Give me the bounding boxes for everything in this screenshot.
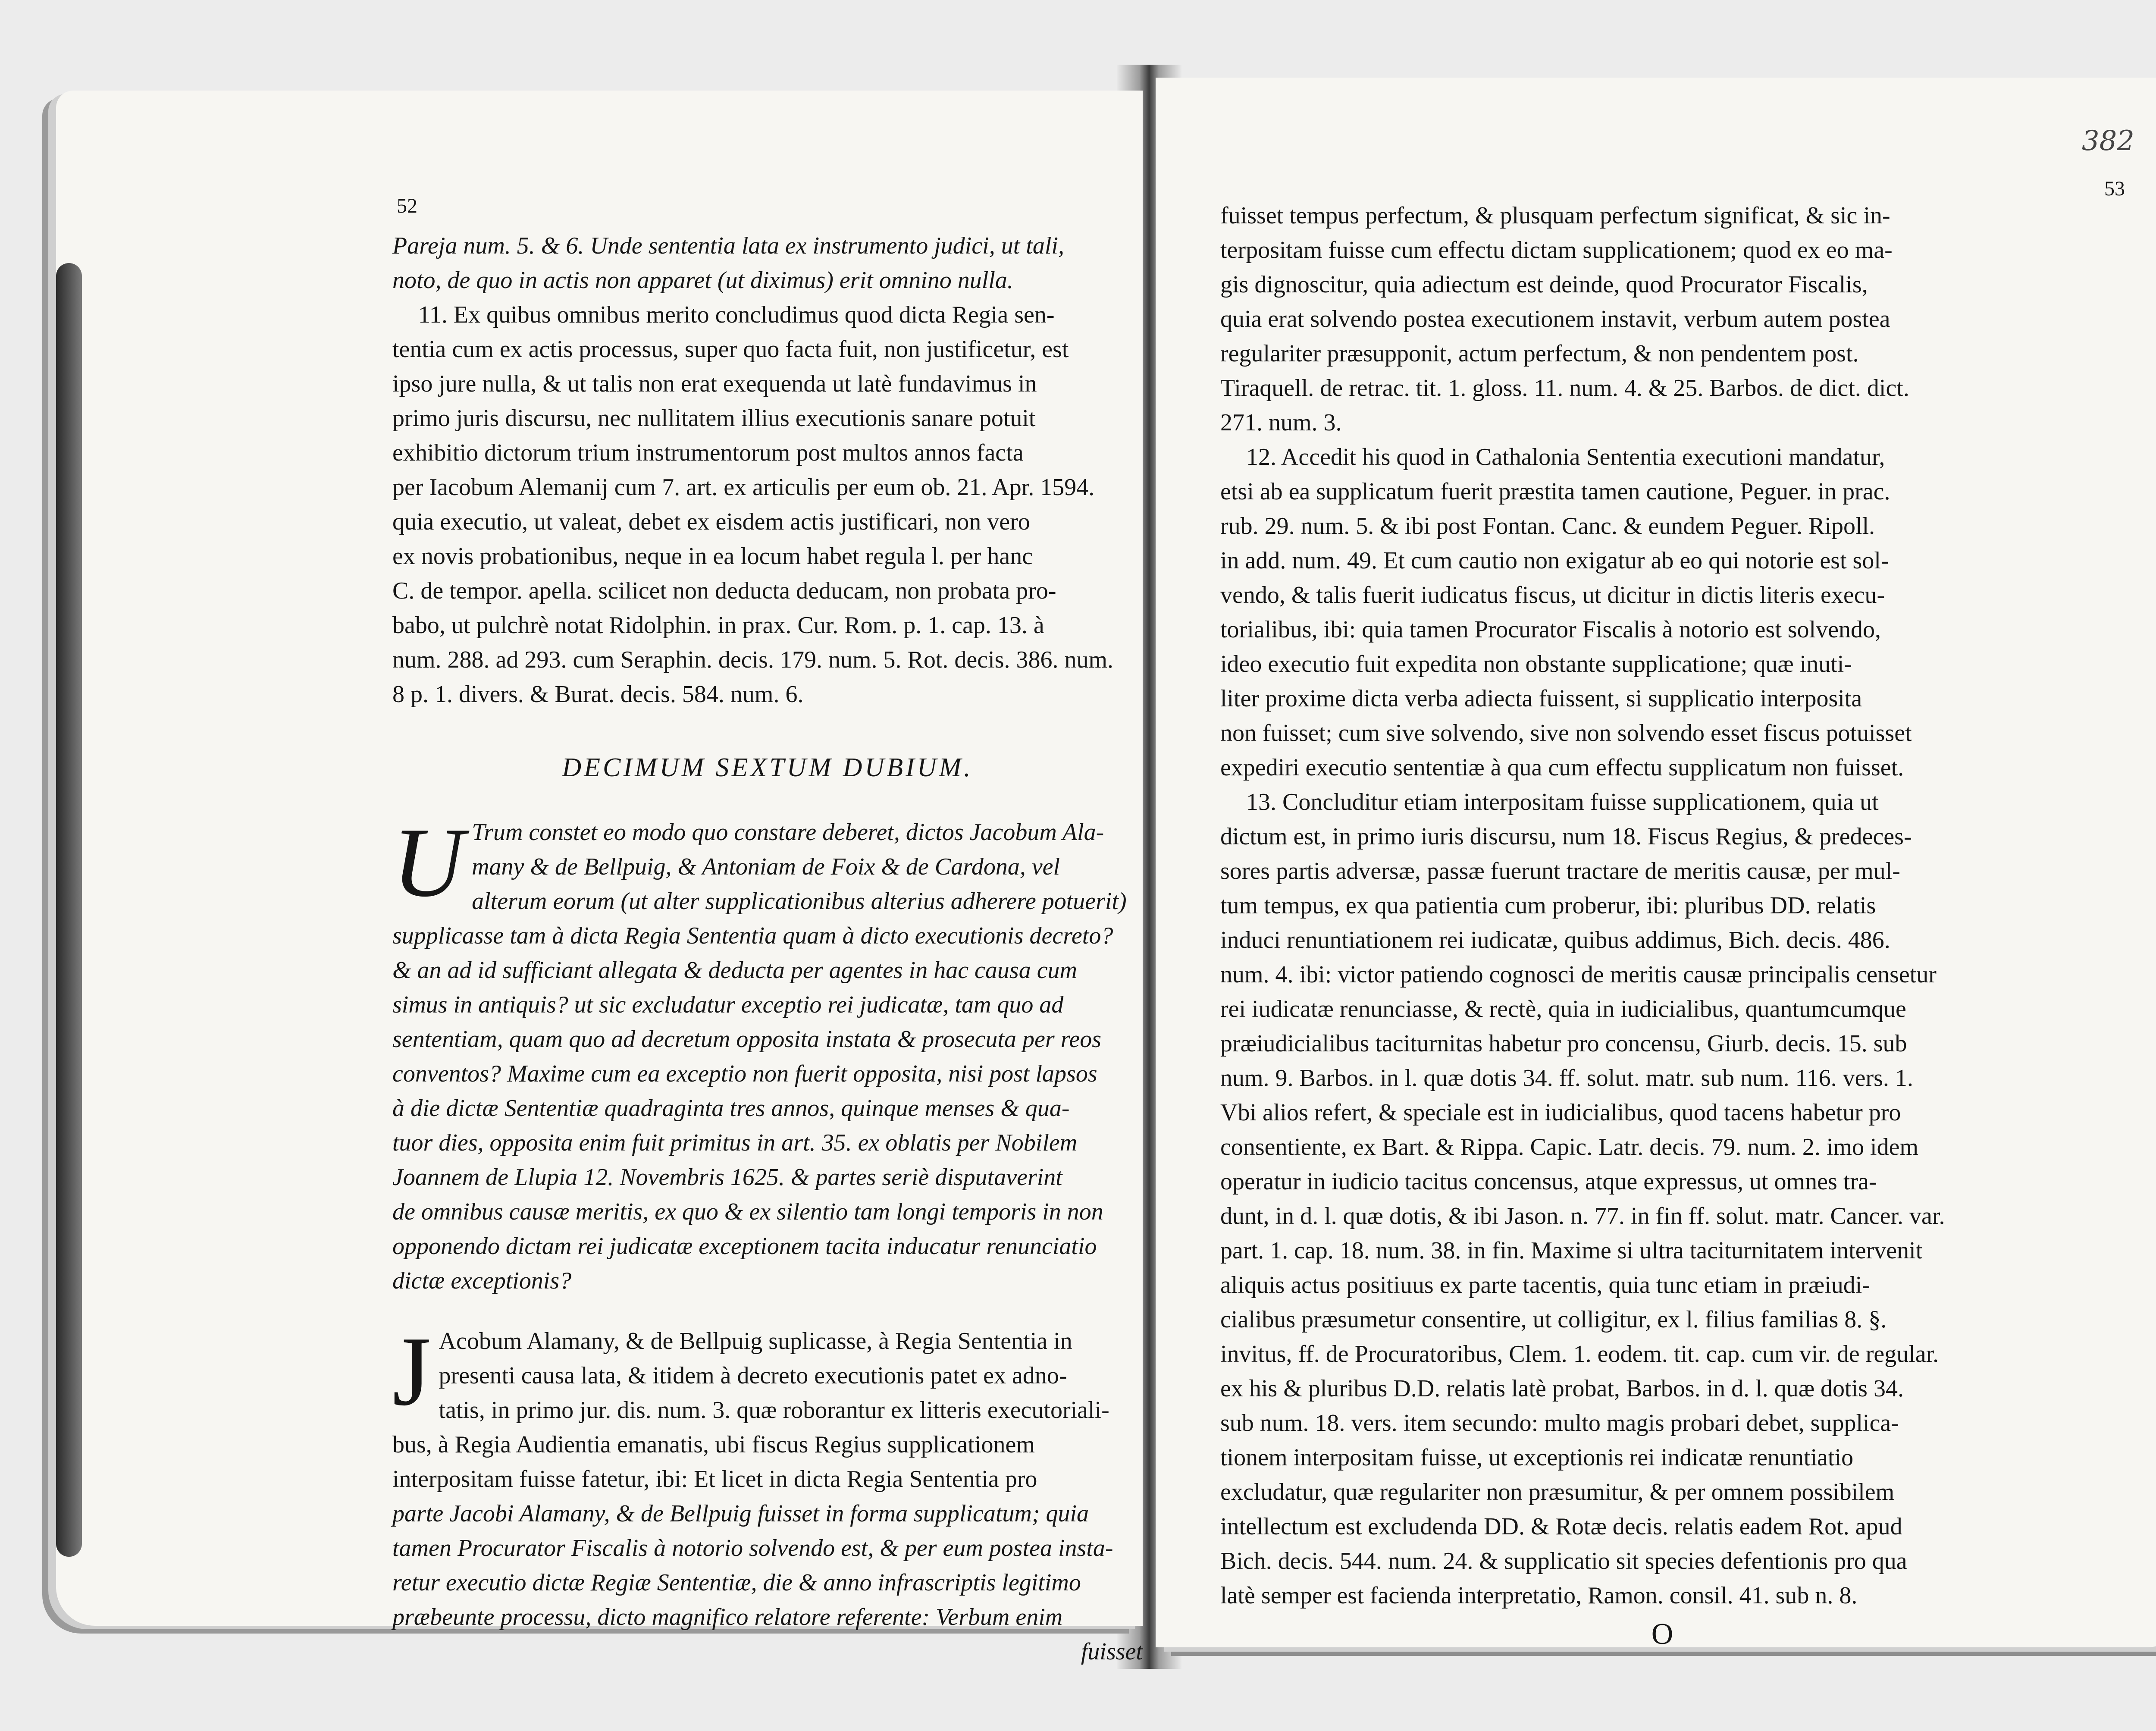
handwritten-folio-number: 382 <box>2081 125 2134 157</box>
text-line: part. 1. cap. 18. num. 38. in fin. Maxime si ultra taciturnitatem intervenit <box>1220 1237 1923 1264</box>
text-line: Tiraquell. de retrac. tit. 1. gloss. 11. num. 4. & 25. Barbos. de dict. dict. <box>1220 375 1909 401</box>
text-line: intellectum est excludenda DD. & Rotæ decis. relatis eadem Rot. apud <box>1220 1513 1902 1540</box>
text-line: tum tempus, ex qua patientia cum proberur, ibi: pluribus DD. relatis <box>1220 892 1876 919</box>
text-line: noto, de quo in actis non apparet (ut diximus) erit omnino nulla. <box>392 267 1013 294</box>
text-line: etsi ab ea supplicatum fuerit præstita tamen cautione, Peguer. in prac. <box>1220 478 1890 505</box>
text-line: præiudicialibus taciturnitas habetur pro concensu, Giurb. decis. 15. sub <box>1220 1030 1907 1057</box>
text-line: tentia cum ex actis processus, super quo facta fuit, non justificetur, est <box>392 336 1069 363</box>
right-page <box>1156 78 2156 1651</box>
text-line: in add. num. 49. Et cum cautio non exigatur ab eo qui notorie est sol- <box>1220 547 1889 574</box>
text-line: num. 9. Barbos. in l. quæ dotis 34. ff. solut. matr. sub num. 116. vers. 1. <box>1220 1065 1913 1091</box>
text-line: expediri executio sententiæ à qua cum effectu supplicatum non fuisset. <box>1220 754 1904 781</box>
text-line: ex his & pluribus D.D. relatis latè probat, Barbos. in d. l. quæ dotis 34. <box>1220 1375 1904 1402</box>
text-line: quia erat solvendo postea executionem instavit, verbum autem postea <box>1220 306 1890 332</box>
text-line: & an ad id sufficiant allegata & deducta per agentes in hac causa cum <box>392 957 1077 984</box>
text-line: bus, à Regia Audientia emanatis, ubi fiscus Regius supplicationem <box>392 1431 1035 1458</box>
text-line: gis dignoscitur, quia adiectum est deinde, quod Procurator Fiscalis, <box>1220 271 1868 298</box>
text-line: rei iudicatæ renunciasse, & rectè, quia in iudicialibus, quantumcumque <box>1220 996 1906 1022</box>
text-line: parte Jacobi Alamany, & de Bellpuig fuisset in forma supplicatum; quia <box>392 1500 1089 1527</box>
drop-cap: J <box>392 1316 431 1426</box>
text-line: 271. num. 3. <box>1220 409 1342 436</box>
text-line: aliquis actus positiuus ex parte tacentis, quia tunc etiam in præiudi- <box>1220 1272 1870 1298</box>
answer-paragraph <box>392 1316 1143 1634</box>
text-line: tamen Procurator Fiscalis à notorio solvendo est, & per eum postea insta- <box>392 1535 1113 1562</box>
text-line: quia executio, ut valeat, debet ex eisdem actis justificari, non vero <box>392 508 1030 535</box>
text-line: opponendo dictam rei judicatæ exceptionem tacita inducatur renunciatio <box>392 1233 1097 1260</box>
text-line: 12. Accedit his quod in Cathalonia Sententia executioni mandatur, <box>1246 444 1885 470</box>
text-line: C. de tempor. apella. scilicet non deducta deducam, non probata pro- <box>392 577 1056 604</box>
text-line: num. 4. ibi: victor patiendo cognosci de meritis causæ principalis censetur <box>1220 961 1937 988</box>
text-line: invitus, ff. de Procuratoribus, Clem. 1. eodem. tit. cap. cum vir. de regular. <box>1220 1341 1939 1367</box>
text-line: ipso jure nulla, & ut talis non erat exequenda ut latè fundavimus in <box>392 370 1037 397</box>
text-line: vendo, & talis fuerit iudicatus fiscus, ut dicitur in dictis literis execu- <box>1220 582 1885 608</box>
text-line: rub. 29. num. 5. & ibi post Fontan. Canc. & eundem Peguer. Ripoll. <box>1220 513 1875 539</box>
text-line: 13. Concluditur etiam interpositam fuisse supplicationem, quia ut <box>1246 789 1879 815</box>
text-line: Acobum Alamany, & de Bellpuig suplicasse, à Regia Sententia in <box>439 1328 1072 1355</box>
text-line: retur executio dictæ Regiæ Sententiæ, die & anno infrascriptis legitimo <box>392 1569 1081 1596</box>
text-line: supplicasse tam à dicta Regia Sententia quam à dicto executionis decreto? <box>392 922 1113 949</box>
page-number-left: 52 <box>397 194 417 217</box>
text-line: de omnibus causæ meritis, ex quo & ex silentio tam longi temporis in non <box>392 1198 1103 1225</box>
text-line: fuisset tempus perfectum, & plusquam perfectum significat, & sic in- <box>1220 202 1890 229</box>
text-line: torialibus, ibi: quia tamen Procurator Fiscalis à notorio est solvendo, <box>1220 616 1881 643</box>
open-book <box>26 65 2156 1669</box>
text-line: interpositam fuisse fatetur, ibi: Et licet in dicta Regia Sententia pro <box>392 1466 1037 1493</box>
text-line: conventos? Maxime cum ea exceptio non fuerit opposita, nisi post lapsos <box>392 1060 1097 1087</box>
text-line: per Iacobum Alemanij cum 7. art. ex articulis per eum ob. 21. Apr. 1594. <box>392 474 1095 501</box>
text-line: præbeunte processu, dicto magnifico relatore referente: Verbum enim <box>392 1604 1063 1631</box>
text-line: many & de Bellpuig, & Antoniam de Foix & de Cardona, vel <box>472 853 1060 880</box>
text-line: regulariter præsupponit, actum perfectum, & non pendentem post. <box>1220 340 1859 367</box>
text-line: primo juris discursu, nec nullitatem illius executionis sanare potuit <box>392 405 1036 432</box>
dubium-paragraph <box>392 807 1143 1298</box>
text-line: non fuisset; cum sive solvendo, sive non solvendo esset fiscus potuisset <box>1220 720 1912 746</box>
text-line: sub num. 18. vers. item secundo: multo magis probari debet, supplica- <box>1220 1410 1899 1436</box>
text-line: dictum est, in primo iuris discursu, num 18. Fiscus Regius, & predeces- <box>1220 823 1912 850</box>
text-line: liter proxime dicta verba adiecta fuissent, si supplicatio interposita <box>1220 685 1862 712</box>
text-line: Joannem de Llupia 12. Novembris 1625. & partes seriè disputaverint <box>392 1164 1062 1191</box>
left-page-text <box>392 198 1143 1669</box>
text-line: cialibus præsumetur consentire, ut colligitur, ex l. filius familias 8. §. <box>1220 1306 1887 1333</box>
text-line: excludatur, quæ regulariter non præsumitur, & per omnem possibilem <box>1220 1479 1895 1505</box>
text-line: sores partis adversæ, passæ fuerunt tractare de meritis causæ, per mul- <box>1220 858 1900 884</box>
text-line: terpositam fuisse cum effectu dictam supplicationem; quod ex eo ma- <box>1220 237 1893 263</box>
section-heading: DECIMUM SEXTUM DUBIUM. <box>562 753 973 782</box>
text-line: ideo executio fuit expedita non obstante supplicatione; quæ inuti- <box>1220 651 1852 677</box>
text-line: presenti causa lata, & itidem à decreto executionis patet ex adno- <box>439 1362 1067 1389</box>
text-line: dictæ exceptionis? <box>392 1267 572 1294</box>
text-line: Bich. decis. 544. num. 24. & supplicatio sit species defentionis pro qua <box>1220 1548 1907 1574</box>
text-line: alterum eorum (ut alter supplicationibus alterius adherere potuerit) <box>472 888 1127 915</box>
text-line: num. 288. ad 293. cum Seraphin. decis. 179. num. 5. Rot. decis. 386. num. <box>392 646 1114 673</box>
page-number-right: 53 <box>2104 177 2125 200</box>
text-line: sententiam, quam quo ad decretum opposita instata & prosecuta per reos <box>392 1026 1102 1053</box>
text-line: tionem interpositam fuisse, ut exceptionis rei indicatæ renuntiatio <box>1220 1444 1854 1471</box>
signature-mark: O <box>1651 1618 1673 1651</box>
text-line: Vbi alios refert, & speciale est in iudicialibus, quod tacens habetur pro <box>1220 1099 1901 1126</box>
text-line: Trum constet eo modo quo constare deberet, dictos Jacobum Ala- <box>472 819 1104 846</box>
text-line: dunt, in d. l. quæ dotis, & ibi Jason. n. 77. in fin ff. solut. matr. Cancer. var. <box>1220 1203 1945 1229</box>
right-page-text <box>1220 185 2104 1652</box>
text-line: 11. Ex quibus omnibus merito concludimus quod dicta Regia sen- <box>418 301 1055 328</box>
drop-cap: U <box>392 807 464 917</box>
text-line: tuor dies, opposita enim fuit primitus in art. 35. ex oblatis per Nobilem <box>392 1129 1078 1156</box>
text-line: latè semper est facienda interpretatio, Ramon. consil. 41. sub n. 8. <box>1220 1582 1858 1609</box>
text-line: exhibitio dictorum trium instrumentorum post multos annos facta <box>392 439 1024 466</box>
text-line: operatur in iudicio tacitus concensus, atque expressus, ut omnes tra- <box>1220 1168 1877 1195</box>
text-line: ex novis probationibus, neque in ea locum habet regula l. per hanc <box>392 543 1033 570</box>
text-line: à die dictæ Sententiæ quadraginta tres annos, quinque menses & qua- <box>392 1095 1070 1122</box>
text-line: induci renuntiationem rei iudicatæ, quibus addimus, Bich. decis. 486. <box>1220 927 1890 953</box>
text-line: simus in antiquis? ut sic excludatur exceptio rei judicatæ, tam quo ad <box>392 991 1064 1018</box>
text-line: consentiente, ex Bart. & Rippa. Capic. Latr. decis. 79. num. 2. imo idem <box>1220 1134 1918 1160</box>
text-line: babo, ut pulchrè notat Ridolphin. in prax. Cur. Rom. p. 1. cap. 13. à <box>392 612 1044 639</box>
text-line: tatis, in primo jur. dis. num. 3. quæ roborantur ex litteris executoriali- <box>439 1397 1109 1424</box>
text-line: Pareja num. 5. & 6. Unde sententia lata ex instrumento judici, ut tali, <box>392 232 1064 259</box>
text-line: 8 p. 1. divers. & Burat. decis. 584. num. 6. <box>392 681 804 708</box>
left-page <box>56 91 1143 1665</box>
catchword: fuisset <box>1081 1638 1143 1665</box>
page-edge-shadow <box>56 263 82 1557</box>
